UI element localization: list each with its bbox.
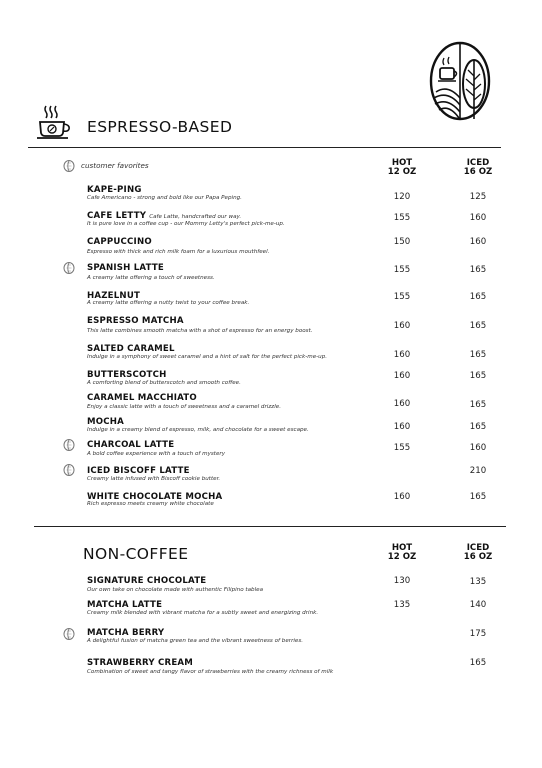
iced-header-size: 16 OZ (463, 552, 493, 562)
iced-price: 165 (469, 658, 487, 668)
menu-item-name: KAPE-PING (87, 185, 142, 195)
menu-item-name: CHARCOAL LATTE (87, 440, 175, 450)
menu-item-name: MOCHA (87, 417, 125, 427)
menu-item-name: ICED BISCOFF LATTE (87, 466, 190, 476)
menu-item-desc: A bold coffee experience with a touch of mystery (87, 451, 226, 457)
hot-header-label: HOT (391, 158, 413, 168)
hot-coffee-cup-icon (36, 103, 72, 141)
iced-price: 165 (469, 292, 487, 302)
menu-item-desc: It is pure love in a coffee cup - our Mommy Letty's perfect pick-me-up. (87, 221, 285, 227)
menu-item-desc: A creamy latte offering a touch of sweetness. (87, 275, 215, 281)
menu-item-desc: Creamy latte infused with Biscoff cookie butter. (87, 476, 221, 482)
coffee-bean-icon (63, 160, 75, 172)
iced-column-header (458, 544, 498, 562)
hot-column-header (382, 544, 422, 562)
hot-price: 130 (393, 576, 411, 586)
section-divider (28, 147, 501, 148)
menu-item-name: HAZELNUT (87, 291, 141, 301)
section-title-espresso: ESPRESSO-BASED (87, 118, 233, 136)
menu-item-name: STRAWBERRY CREAM (87, 658, 194, 668)
menu-item-desc: This latte combines smooth matcha with a shot of espresso for an energy boost. (87, 328, 313, 334)
hot-header-size: 12 OZ (387, 167, 417, 177)
hot-price: 160 (393, 422, 411, 432)
menu-item-desc: Rich espresso meets creamy white chocolate (87, 501, 214, 507)
hot-price: 160 (393, 321, 411, 331)
section-divider (34, 526, 506, 527)
iced-price: 140 (469, 600, 487, 610)
iced-price: 165 (469, 321, 487, 331)
menu-item-desc: A comforting blend of butterscotch and smooth coffee. (87, 380, 241, 386)
menu-item-name: MATCHA LATTE (87, 600, 163, 610)
iced-price: 165 (469, 492, 487, 502)
hot-column-header (382, 159, 422, 177)
menu-item-desc: Cafe Americano - strong and bold like our Papa Peping. (87, 195, 242, 201)
hot-price: 160 (393, 492, 411, 502)
menu-item-desc: A delightful fusion of matcha green tea and the vibrant sweetness of berries. (87, 638, 304, 644)
hot-header-label: HOT (391, 543, 413, 553)
hot-price: 135 (393, 600, 411, 610)
hot-price: 155 (393, 265, 411, 275)
iced-price: 160 (469, 213, 487, 223)
menu-item-desc: Creamy milk blended with vibrant matcha for a subtly sweet and energizing drink. (87, 610, 319, 616)
iced-price: 175 (469, 629, 487, 639)
hot-price: 160 (393, 371, 411, 381)
coffee-bean-icon (63, 464, 75, 476)
menu-item-desc: Enjoy a classic latte with a touch of sweetness and a caramel drizzle. (87, 404, 281, 410)
iced-price: 165 (469, 265, 487, 275)
menu-item-name: BUTTERSCOTCH (87, 370, 167, 380)
hot-price: 155 (393, 213, 411, 223)
menu-item-name (87, 211, 241, 221)
iced-price: 160 (469, 443, 487, 453)
hot-price: 155 (393, 443, 411, 453)
hot-price: 155 (393, 292, 411, 302)
menu-item-desc: Combination of sweet and tangy flavor of strawberries with the creamy richness of milk (87, 669, 334, 675)
hot-price: 120 (393, 192, 411, 202)
favorites-caption: customer favorites (81, 161, 149, 170)
menu-item-desc: Indulge in a symphony of sweet caramel and a hint of salt for the perfect pick-me-up. (87, 354, 328, 360)
menu-item-name-text: CAFE LETTY (87, 211, 147, 221)
iced-price: 165 (469, 350, 487, 360)
iced-header-label: ICED (466, 543, 490, 553)
iced-price: 165 (469, 371, 487, 381)
section-title-noncoffee: NON-COFFEE (83, 545, 189, 563)
coffee-bean-icon (63, 262, 75, 274)
cafe-logo-icon (428, 40, 492, 122)
iced-price: 165 (469, 400, 487, 410)
hot-price: 160 (393, 399, 411, 409)
iced-header-label: ICED (466, 158, 490, 168)
menu-item-name: CARAMEL MACCHIATO (87, 393, 197, 403)
menu-item-name: SALTED CARAMEL (87, 344, 175, 354)
menu-item-desc: Our own take on chocolate made with authentic Filipino tablea (87, 587, 264, 593)
hot-header-size: 12 OZ (387, 552, 417, 562)
coffee-bean-icon (63, 628, 75, 640)
menu-item-inline-desc: Cafe Latte, handcrafted our way. (149, 214, 242, 220)
menu-item-name: ESPRESSO MATCHA (87, 316, 184, 326)
menu-item-name: SPANISH LATTE (87, 263, 164, 273)
iced-price: 125 (469, 192, 487, 202)
iced-price: 160 (469, 237, 487, 247)
menu-item-desc: A creamy latte offering a nutty twist to your coffee break. (87, 300, 250, 306)
iced-header-size: 16 OZ (463, 167, 493, 177)
coffee-bean-icon (63, 439, 75, 451)
menu-item-desc: Indulge in a creamy blend of espresso, milk, and chocolate for a sweet escape. (87, 427, 309, 433)
menu-item-name: CAPPUCCINO (87, 237, 152, 247)
iced-price: 165 (469, 422, 487, 432)
menu-item-desc: Espresso with thick and rich milk foam for a luxurious mouthfeel. (87, 249, 270, 255)
iced-price: 135 (469, 577, 487, 587)
menu-item-name: SIGNATURE CHOCOLATE (87, 576, 207, 586)
hot-price: 160 (393, 350, 411, 360)
iced-price: 210 (469, 466, 487, 476)
iced-column-header (458, 159, 498, 177)
menu-item-name: MATCHA BERRY (87, 628, 165, 638)
menu-item-name: WHITE CHOCOLATE MOCHA (87, 492, 223, 502)
hot-price: 150 (393, 237, 411, 247)
